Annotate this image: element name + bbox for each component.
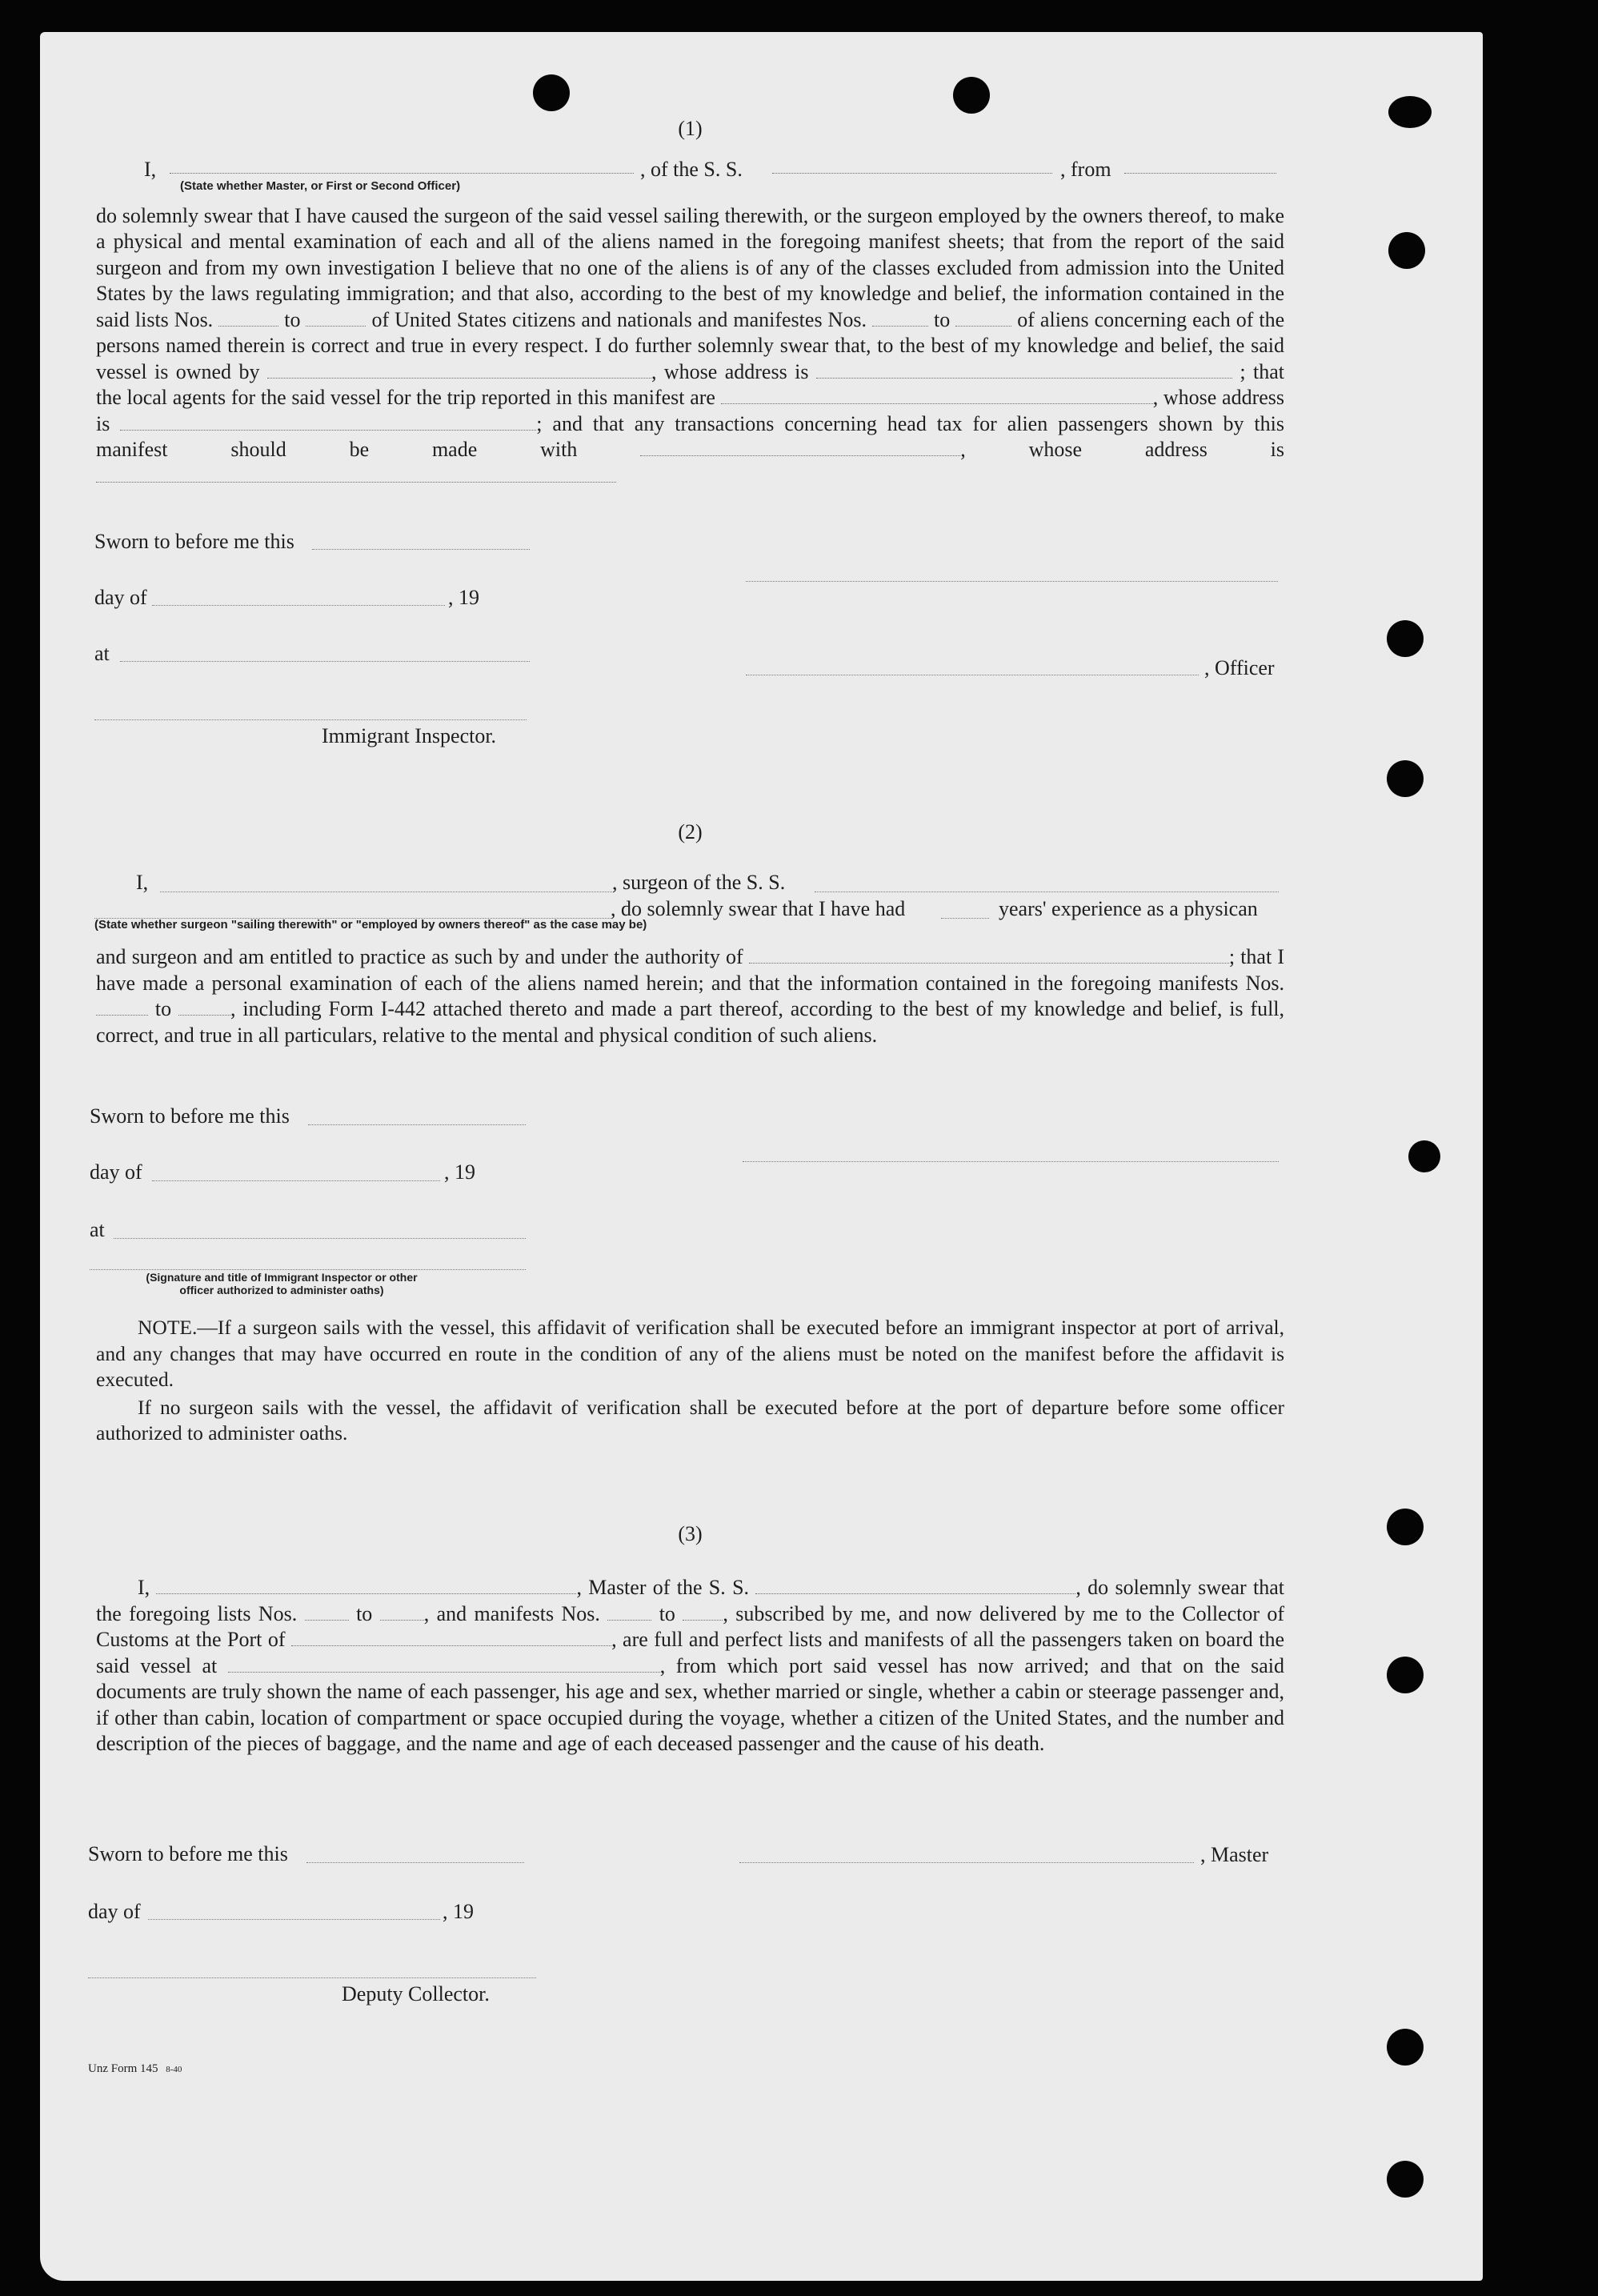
body-text: ; and that any transactions concerning head tax for alien passengers shown by this manifest should be made with bbox=[96, 411, 1284, 461]
manifests-from-field[interactable] bbox=[96, 999, 148, 1016]
local-agents-field[interactable] bbox=[721, 387, 1153, 404]
master-of-label: , Master of the S. S. bbox=[576, 1576, 750, 1599]
body-text: , subscribed by me, and now delivered by me to the bbox=[723, 1601, 1175, 1625]
swear-label: , do solemnly swear bbox=[1075, 1576, 1247, 1599]
punch-hole bbox=[1387, 1657, 1424, 1693]
punch-hole bbox=[1388, 96, 1432, 128]
port-field[interactable] bbox=[291, 1629, 611, 1646]
section-number: (1) bbox=[678, 117, 703, 140]
year-label: , 19 bbox=[448, 586, 479, 609]
authority-field[interactable] bbox=[749, 947, 1229, 964]
signature-caption-line-2: officer authorized to administer oaths) bbox=[179, 1284, 384, 1296]
of-ss-label: , of the S. S. bbox=[640, 157, 743, 181]
punch-hole bbox=[1387, 620, 1424, 657]
to-label: to bbox=[356, 1601, 373, 1625]
section-2-body bbox=[96, 944, 1284, 1048]
punch-hole bbox=[1408, 1140, 1440, 1172]
lists-to-field[interactable] bbox=[380, 1604, 424, 1621]
section-3-paragraph bbox=[96, 1575, 1284, 1757]
punch-hole bbox=[533, 74, 570, 111]
officer-rank-caption: (State whether Master, or First or Second Officer) bbox=[180, 178, 461, 193]
at-place-field[interactable] bbox=[114, 1237, 526, 1239]
address-label: , whose address is bbox=[96, 386, 1285, 435]
sworn-label-2: Sworn to before me this bbox=[90, 1104, 290, 1128]
section-1 bbox=[96, 116, 1284, 489]
sworn-date-field[interactable] bbox=[306, 1861, 524, 1863]
body-text: , including Form I-442 attached thereto and made a part thereof, according to the best of my knowledge and belief, is full, correct, and true in all particulars, relative to the mental and physical condition of such aliens. bbox=[96, 997, 1285, 1047]
body-text: , and manifests Nos. bbox=[423, 1601, 600, 1625]
from-port-field[interactable] bbox=[1124, 157, 1276, 174]
to-label: to bbox=[154, 997, 172, 1020]
officer-label: , Officer bbox=[1204, 656, 1275, 679]
form-id bbox=[88, 2062, 182, 2076]
year-label: , 19 bbox=[444, 1160, 475, 1184]
punch-hole bbox=[953, 77, 990, 114]
embark-port-field[interactable] bbox=[228, 1656, 660, 1673]
punch-hole bbox=[1387, 2029, 1424, 2066]
section-number: (3) bbox=[678, 1522, 703, 1545]
section-1-body: do solemnly swear that I have caused the surgeon of the said vessel sailing therewith, or the surgeon employed by the owners thereof, to make a physical and mental examination of each and all of the aliens named in the foregoing manifest sheets; that from the report of the said surgeon and from my own investigation I believe that no one of the aliens is of any of the classes excluded from admission into the United States by the laws regulating immigration; and that also, according to the best of my knowledge and belief, the information contained in the said lists Nos. to of United States citizens and nationals and manifestes Nos. to of aliens concerning each of the persons named therein is correct and true in every respect. I do further solemnly swear that, to the best of my knowledge and belief, the said vessel is owned by , whose address is ; that the local agents for the said vessel for the trip reported in this manifest are , whose address is ; and that any transactions concerning head tax for alien passengers shown by this manifest should be made with , whose address is bbox=[96, 203, 1284, 490]
oath-prefix: I, bbox=[136, 871, 149, 894]
deputy-signature-line[interactable] bbox=[88, 1977, 536, 1978]
body-text: Collector of Customs at the Port of bbox=[96, 1601, 1285, 1651]
section-number: (2) bbox=[678, 820, 703, 843]
manifests-from-field[interactable] bbox=[607, 1604, 651, 1621]
inspector-signature-line[interactable] bbox=[90, 1268, 526, 1270]
punch-hole bbox=[1388, 232, 1425, 269]
oath-prefix: I, bbox=[138, 1576, 150, 1599]
body-text: that on the said documents are truly shown the name of each passenger, his age and sex, whether married or single, whether a cabin or steerage passenger and, if other than cabin, location of compartment or space occupied during the voyage, whether a citizen of the United States, and the number and description of the pieces of baggage, and the name and age of each deceased passenger and the cause of his death. bbox=[96, 1653, 1285, 1755]
note-block bbox=[96, 1315, 1284, 1447]
oath-prefix: I, bbox=[144, 157, 157, 181]
punch-hole bbox=[1387, 1509, 1424, 1545]
manifests-to-field[interactable] bbox=[955, 310, 1011, 327]
deputy-label: Deputy Collector. bbox=[342, 1982, 490, 2005]
lists-to-field[interactable] bbox=[306, 310, 366, 327]
inspector-signature-line[interactable] bbox=[94, 719, 527, 720]
at-label: at bbox=[90, 1218, 105, 1241]
body-text: that the foregoing lists Nos. bbox=[96, 1576, 1285, 1625]
section-2-paragraph: and surgeon and am entitled to practice as such by and under the authority of ; that I have made a personal examination of each of the aliens named herein; and that the information contained in the foregoing manifests Nos. to , including Form I-442 attached thereto and made a part thereof, according to the best of my knowledge and belief, is full, correct, and true in all particulars, relative to the mental and physical condition of such aliens. bbox=[96, 945, 1285, 1047]
master-signature-line[interactable] bbox=[739, 1861, 1194, 1863]
from-label: , from bbox=[1060, 157, 1111, 181]
to-label: to bbox=[659, 1601, 675, 1625]
officer-name-field[interactable] bbox=[746, 674, 1199, 675]
lists-from-field[interactable] bbox=[218, 310, 278, 327]
body-text: do solemnly swear that I have caused the surgeon of the said vessel sailing therewith, or the surgeon employed by the owners thereof, to make a physical and mental examination of each and all of the aliens named in the foregoing manifest sheets; that from the report of the said surgeon and from my own investigation I believe that no one of the aliens is of any of the classes excluded from admission into the United States by the laws regulating immigration; and that also, according to the best of my knowledge and belief, the information contained in the said lists Nos. bbox=[96, 203, 1284, 331]
head-tax-address-field[interactable] bbox=[96, 466, 616, 483]
signature-caption-line-1: (Signature and title of Immigrant Inspector or other bbox=[146, 1271, 418, 1284]
note-paragraph-1: NOTE.—If a surgeon sails with the vessel, this affidavit of verification shall be executed before an immigrant inspector at port of arrival, and any changes that may have occurred en route in the condition of any of the aliens must be noted on the manifest before the affidavit is executed. bbox=[96, 1316, 1284, 1391]
to-label: to bbox=[934, 307, 951, 331]
vessel-name-field[interactable] bbox=[772, 157, 1052, 174]
form-page bbox=[40, 32, 1483, 2281]
surgeon-signature-line[interactable] bbox=[743, 1160, 1279, 1162]
body-text: taken on board the said vessel at bbox=[96, 1628, 1284, 1677]
surgeon-of-label: , surgeon of the S. S. bbox=[612, 871, 786, 894]
manifests-to-field[interactable] bbox=[683, 1604, 723, 1621]
section-3-body bbox=[96, 1575, 1284, 1757]
punch-hole bbox=[1387, 760, 1424, 797]
owner-field[interactable] bbox=[267, 362, 651, 379]
vessel-name-field[interactable] bbox=[755, 1577, 1075, 1594]
owner-address-field[interactable] bbox=[816, 362, 1232, 379]
sworn-label-3: Sworn to before me this bbox=[88, 1842, 288, 1865]
sworn-label-1: Sworn to before me this bbox=[94, 530, 294, 553]
address-label: whose address is bbox=[1028, 438, 1285, 461]
day-of-field[interactable] bbox=[152, 604, 445, 606]
lists-from-field[interactable] bbox=[305, 1604, 349, 1621]
surgeon-status-caption: (State whether surgeon "sailing therewith" or "employed by owners thereof" as the case may be) bbox=[94, 918, 647, 932]
at-label: at bbox=[94, 642, 110, 665]
punch-hole bbox=[1387, 2161, 1424, 2198]
day-of-field[interactable] bbox=[152, 1180, 440, 1181]
master-name-field[interactable] bbox=[156, 1577, 576, 1594]
officer-name-field[interactable] bbox=[170, 157, 634, 174]
officer-signature-line[interactable] bbox=[746, 580, 1278, 582]
address-label: , whose address is bbox=[651, 359, 809, 383]
day-of-field[interactable] bbox=[148, 1918, 440, 1920]
body-text: , from which port said vessel has now arrived; and bbox=[659, 1653, 1131, 1677]
surgeon-name-field[interactable] bbox=[160, 891, 612, 892]
to-label: to bbox=[284, 307, 301, 331]
form-id-text: Unz Form 145 bbox=[88, 2062, 158, 2075]
oath-line bbox=[96, 157, 1284, 182]
head-tax-contact-field[interactable] bbox=[640, 439, 960, 456]
body-text: , are full and perfect lists and manifests of all the passengers bbox=[611, 1628, 1122, 1651]
swear-label: , do solemnly swear that I have had bbox=[611, 897, 906, 920]
agents-address-field[interactable] bbox=[120, 414, 536, 431]
form-code-text: 8-40 bbox=[166, 2065, 182, 2074]
years-label: years' experience as a physican bbox=[999, 897, 1258, 920]
body-text: ; that the local agents for the said vessel for the trip reported in this manifest are bbox=[96, 359, 1285, 409]
vessel-name-field[interactable] bbox=[815, 891, 1279, 892]
years-field[interactable] bbox=[941, 917, 989, 919]
day-of-label: day of bbox=[94, 586, 147, 609]
at-place-field[interactable] bbox=[120, 660, 530, 662]
signature-caption bbox=[90, 1271, 474, 1296]
day-of-label: day of bbox=[88, 1900, 141, 1923]
day-of-label: day of bbox=[90, 1160, 142, 1184]
manifests-from-field[interactable] bbox=[872, 310, 928, 327]
note-paragraph-2: If no surgeon sails with the vessel, the affidavit of verification shall be executed before at the port of departure before some officer authorized to administer oaths. bbox=[96, 1395, 1284, 1445]
inspector-label: Immigrant Inspector. bbox=[322, 724, 497, 747]
body-text: and surgeon and am entitled to practice as such by and under the authority of bbox=[96, 945, 743, 968]
sworn-date-field[interactable] bbox=[312, 548, 530, 550]
body-text: of United States citizens and nationals and manifestes Nos. bbox=[371, 307, 867, 331]
sworn-date-field[interactable] bbox=[308, 1124, 526, 1125]
year-label: , 19 bbox=[443, 1900, 474, 1923]
master-label: , Master bbox=[1200, 1843, 1269, 1866]
body-text: that I have made a personal examination of each of the aliens named herein; and that the information contained in the foregoing manifests Nos. bbox=[96, 945, 1285, 995]
body-text: of aliens concerning each of the persons named therein is correct and true in every respect. I do further solemnly swear that, to the best of my knowledge and belief, the said vessel is owned by bbox=[96, 307, 1285, 383]
manifests-to-field[interactable] bbox=[178, 999, 230, 1016]
